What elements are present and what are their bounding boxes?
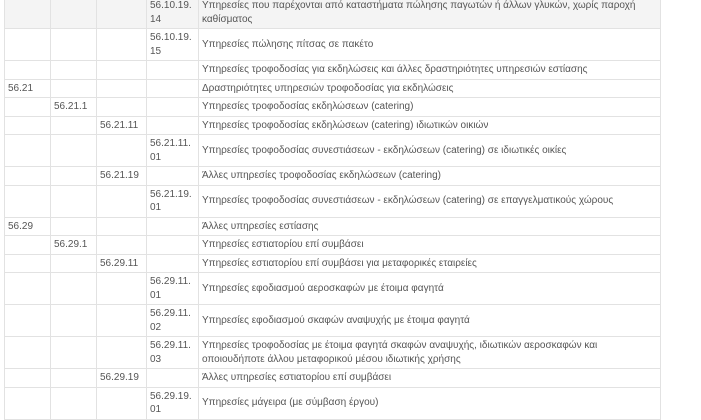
level2-code-cell [51, 254, 97, 273]
level2-code-cell [51, 369, 97, 388]
description-cell: Υπηρεσίες τροφοδοσίας εκδηλώσεων (catering) [199, 98, 661, 117]
table-row [5, 116, 661, 135]
table-row [5, 337, 661, 369]
level2-code-cell: 56.21.1 [51, 98, 97, 117]
description-cell: Υπηρεσίες τροφοδοσίας εκδηλώσεων (catering) ιδιωτικών οικιών [199, 116, 661, 135]
level1-code-cell [5, 369, 51, 388]
description-cell: Υπηρεσίες μάγειρα (με σύμβαση έργου) [199, 387, 661, 419]
level2-code-cell [51, 305, 97, 337]
level4-code-cell: 56.10.19.15 [147, 29, 199, 61]
level3-code-cell [97, 217, 147, 236]
level1-code-cell [5, 305, 51, 337]
level2-code-cell [51, 217, 97, 236]
level1-code-cell [5, 273, 51, 305]
description-cell: Υπηρεσίες τροφοδοσίας για εκδηλώσεις και άλλες δραστηριότητες υπηρεσιών εστίασης [199, 61, 661, 80]
activity-codes-body [5, 0, 661, 419]
level2-code-cell [51, 167, 97, 186]
description-cell: Υπηρεσίες τροφοδοσίας με έτοιμα φαγητά σκαφών αναψυχής, ιδιωτικών αεροσκαφών και οποιουδήποτε άλλου μεταφορικού μέσου ιδιωτικής χρήσης [199, 337, 661, 369]
level2-code-cell [51, 79, 97, 98]
level4-code-cell [147, 98, 199, 117]
table-row [5, 254, 661, 273]
level4-code-cell [147, 79, 199, 98]
level4-code-cell: 56.29.11.03 [147, 337, 199, 369]
table-row [5, 305, 661, 337]
level4-code-cell: 56.29.19.01 [147, 387, 199, 419]
table-row [5, 217, 661, 236]
level3-code-cell [97, 236, 147, 255]
level2-code-cell [51, 185, 97, 217]
level4-code-cell: 56.21.19.01 [147, 185, 199, 217]
description-cell: Άλλες υπηρεσίες τροφοδοσίας εκδηλώσεων (catering) [199, 167, 661, 186]
level4-code-cell [147, 217, 199, 236]
level1-code-cell [5, 116, 51, 135]
level3-code-cell [97, 387, 147, 419]
description-cell: Υπηρεσίες τροφοδοσίας συνεστιάσεων - εκδηλώσεων (catering) σε ιδιωτικές οικίες [199, 135, 661, 167]
level4-code-cell: 56.10.19.14 [147, 0, 199, 29]
description-cell: Υπηρεσίες εστιατορίου επί συμβάσει [199, 236, 661, 255]
level1-code-cell [5, 185, 51, 217]
table-row [5, 167, 661, 186]
level1-code-cell [5, 236, 51, 255]
level3-code-cell [97, 305, 147, 337]
table-row [5, 236, 661, 255]
level3-code-cell [97, 29, 147, 61]
table-row [5, 0, 661, 29]
level1-code-cell: 56.29 [5, 217, 51, 236]
table-row [5, 79, 661, 98]
activity-codes-table [4, 0, 661, 420]
table-row [5, 387, 661, 419]
level3-code-cell [97, 61, 147, 80]
level4-code-cell [147, 61, 199, 80]
table-row [5, 185, 661, 217]
description-cell: Υπηρεσίες πώλησης πίτσας σε πακέτο [199, 29, 661, 61]
level4-code-cell: 56.29.11.02 [147, 305, 199, 337]
description-cell: Υπηρεσίες εστιατορίου επί συμβάσει για μεταφορικές εταιρείες [199, 254, 661, 273]
level4-code-cell [147, 369, 199, 388]
description-cell: Άλλες υπηρεσίες εστίασης [199, 217, 661, 236]
table-row [5, 29, 661, 61]
level1-code-cell [5, 29, 51, 61]
table-row [5, 135, 661, 167]
level3-code-cell [97, 98, 147, 117]
level3-code-cell: 56.21.19 [97, 167, 147, 186]
level2-code-cell [51, 337, 97, 369]
level2-code-cell [51, 135, 97, 167]
level4-code-cell [147, 254, 199, 273]
level4-code-cell [147, 236, 199, 255]
level1-code-cell: 56.21 [5, 79, 51, 98]
level3-code-cell [97, 337, 147, 369]
table-row [5, 61, 661, 80]
level3-code-cell: 56.29.11 [97, 254, 147, 273]
level2-code-cell [51, 29, 97, 61]
level3-code-cell [97, 273, 147, 305]
description-cell: Άλλες υπηρεσίες εστιατορίου επί συμβάσει [199, 369, 661, 388]
level3-code-cell [97, 0, 147, 29]
level2-code-cell [51, 116, 97, 135]
level1-code-cell [5, 337, 51, 369]
level2-code-cell [51, 387, 97, 419]
level4-code-cell: 56.21.11.01 [147, 135, 199, 167]
level1-code-cell [5, 254, 51, 273]
description-cell: Υπηρεσίες που παρέχονται από καταστήματα πώλησης παγωτών ή άλλων γλυκών, χωρίς παροχή καθίσματος [199, 0, 661, 29]
description-cell: Υπηρεσίες εφοδιασμού αεροσκαφών με έτοιμα φαγητά [199, 273, 661, 305]
level1-code-cell [5, 135, 51, 167]
level3-code-cell: 56.21.11 [97, 116, 147, 135]
level2-code-cell [51, 273, 97, 305]
table-row [5, 369, 661, 388]
level3-code-cell: 56.29.19 [97, 369, 147, 388]
level1-code-cell [5, 0, 51, 29]
level1-code-cell [5, 61, 51, 80]
level3-code-cell [97, 79, 147, 98]
level1-code-cell [5, 387, 51, 419]
level2-code-cell [51, 61, 97, 80]
level4-code-cell: 56.29.11.01 [147, 273, 199, 305]
description-cell: Δραστηριότητες υπηρεσιών τροφοδοσίας για εκδηλώσεις [199, 79, 661, 98]
table-row [5, 273, 661, 305]
level2-code-cell [51, 0, 97, 29]
description-cell: Υπηρεσίες τροφοδοσίας συνεστιάσεων - εκδηλώσεων (catering) σε επαγγελματικούς χώρους [199, 185, 661, 217]
description-cell: Υπηρεσίες εφοδιασμού σκαφών αναψυχής με έτοιμα φαγητά [199, 305, 661, 337]
table-row [5, 98, 661, 117]
level4-code-cell [147, 167, 199, 186]
level1-code-cell [5, 167, 51, 186]
level3-code-cell [97, 135, 147, 167]
level4-code-cell [147, 116, 199, 135]
level1-code-cell [5, 98, 51, 117]
level3-code-cell [97, 185, 147, 217]
level2-code-cell: 56.29.1 [51, 236, 97, 255]
